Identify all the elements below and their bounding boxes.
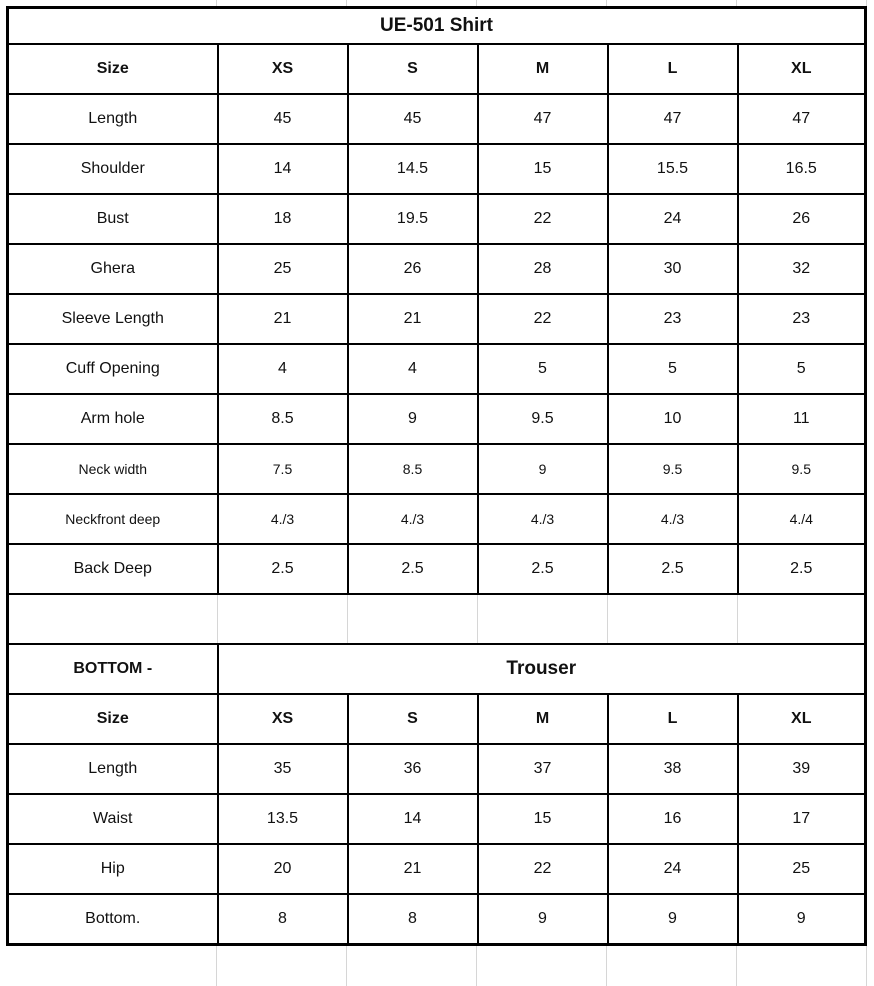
measurement-value: 37: [478, 744, 608, 794]
measurement-value: 2.5: [218, 544, 348, 594]
header-cell: M: [478, 44, 608, 94]
measurement-value: 16.5: [738, 144, 866, 194]
measurement-value: 4./3: [478, 494, 608, 544]
table-row: [8, 94, 866, 144]
measurement-value: 10: [608, 394, 738, 444]
header-cell: S: [348, 694, 478, 744]
measurement-value: 14.5: [348, 144, 478, 194]
measurement-value: 7.5: [218, 444, 348, 494]
measurement-value: 4./3: [218, 494, 348, 544]
measurement-label: Bottom.: [8, 894, 218, 945]
table-row: [8, 844, 866, 894]
table-row: [8, 544, 866, 594]
measurement-label: Cuff Opening: [8, 344, 218, 394]
measurement-value: 8.5: [218, 394, 348, 444]
measurement-value: 26: [738, 194, 866, 244]
measurement-value: 26: [348, 244, 478, 294]
header-cell: XS: [218, 44, 348, 94]
measurement-label: Shoulder: [8, 144, 218, 194]
measurement-value: 5: [608, 344, 738, 394]
table-row: [8, 494, 866, 544]
measurement-value: 9: [348, 394, 478, 444]
measurement-value: 15: [478, 144, 608, 194]
measurement-value: 22: [478, 194, 608, 244]
measurement-value: 21: [348, 294, 478, 344]
table-row: [8, 344, 866, 394]
measurement-value: 21: [348, 844, 478, 894]
measurement-value: 11: [738, 394, 866, 444]
table-row: [8, 194, 866, 244]
measurement-value: 25: [738, 844, 866, 894]
measurement-value: 15: [478, 794, 608, 844]
measurement-value: 23: [608, 294, 738, 344]
measurement-value: 9: [478, 444, 608, 494]
measurement-value: 5: [738, 344, 866, 394]
header-cell: S: [348, 44, 478, 94]
measurement-label: Arm hole: [8, 394, 218, 444]
measurement-value: 4./4: [738, 494, 866, 544]
measurement-label: Sleeve Length: [8, 294, 218, 344]
header-cell: XL: [738, 694, 866, 744]
measurement-value: 18: [218, 194, 348, 244]
table-row: [8, 294, 866, 344]
measurement-value: 28: [478, 244, 608, 294]
trouser-title: Trouser: [218, 644, 866, 694]
table-row: [8, 244, 866, 294]
measurement-label: Length: [8, 744, 218, 794]
measurement-value: 24: [608, 194, 738, 244]
measurement-value: 38: [608, 744, 738, 794]
table-row: [8, 744, 866, 794]
measurement-value: 19.5: [348, 194, 478, 244]
bottom-section-row: [8, 644, 866, 694]
measurement-label: Back Deep: [8, 544, 218, 594]
table-row: [8, 394, 866, 444]
measurement-value: 20: [218, 844, 348, 894]
measurement-value: 9: [608, 894, 738, 945]
measurement-value: 5: [478, 344, 608, 394]
size-chart-table: [6, 6, 867, 946]
measurement-value: 8: [348, 894, 478, 945]
measurement-value: 13.5: [218, 794, 348, 844]
measurement-value: 16: [608, 794, 738, 844]
measurement-value: 4: [218, 344, 348, 394]
measurement-value: 4: [348, 344, 478, 394]
header-cell: XS: [218, 694, 348, 744]
measurement-value: 9: [478, 894, 608, 945]
measurement-value: 9.5: [738, 444, 866, 494]
measurement-label: Neck width: [8, 444, 218, 494]
table-row: [8, 444, 866, 494]
measurement-value: 35: [218, 744, 348, 794]
bottom-section-label: BOTTOM -: [8, 644, 218, 694]
measurement-value: 22: [478, 294, 608, 344]
measurement-value: 2.5: [738, 544, 866, 594]
measurement-value: 32: [738, 244, 866, 294]
measurement-value: 2.5: [348, 544, 478, 594]
table-row: [8, 794, 866, 844]
measurement-label: Ghera: [8, 244, 218, 294]
measurement-value: 45: [348, 94, 478, 144]
shirt-title: UE-501 Shirt: [8, 8, 866, 45]
header-cell: M: [478, 694, 608, 744]
measurement-value: 4./3: [608, 494, 738, 544]
measurement-value: 15.5: [608, 144, 738, 194]
bottom-header-row: [8, 694, 866, 744]
measurement-value: 23: [738, 294, 866, 344]
measurement-value: 4./3: [348, 494, 478, 544]
header-cell: XL: [738, 44, 866, 94]
header-cell: L: [608, 694, 738, 744]
table-row: [8, 144, 866, 194]
shirt-header-row: [8, 44, 866, 94]
measurement-value: 9: [738, 894, 866, 945]
measurement-value: 39: [738, 744, 866, 794]
measurement-value: 9.5: [478, 394, 608, 444]
measurement-value: 25: [218, 244, 348, 294]
header-cell: L: [608, 44, 738, 94]
measurement-label: Bust: [8, 194, 218, 244]
header-cell: Size: [8, 44, 218, 94]
measurement-value: 36: [348, 744, 478, 794]
measurement-value: 17: [738, 794, 866, 844]
measurement-value: 2.5: [478, 544, 608, 594]
measurement-value: 9.5: [608, 444, 738, 494]
measurement-value: 30: [608, 244, 738, 294]
measurement-value: 2.5: [608, 544, 738, 594]
measurement-value: 21: [218, 294, 348, 344]
measurement-label: Hip: [8, 844, 218, 894]
spacer-row: [8, 594, 866, 644]
measurement-value: 8: [218, 894, 348, 945]
measurement-value: 24: [608, 844, 738, 894]
measurement-value: 47: [478, 94, 608, 144]
measurement-value: 14: [348, 794, 478, 844]
measurement-label: Neckfront deep: [8, 494, 218, 544]
measurement-value: 47: [738, 94, 866, 144]
measurement-label: Length: [8, 94, 218, 144]
measurement-value: 47: [608, 94, 738, 144]
header-cell: Size: [8, 694, 218, 744]
measurement-value: 8.5: [348, 444, 478, 494]
measurement-value: 45: [218, 94, 348, 144]
table-row: [8, 894, 866, 945]
measurement-value: 22: [478, 844, 608, 894]
measurement-value: 14: [218, 144, 348, 194]
measurement-label: Waist: [8, 794, 218, 844]
